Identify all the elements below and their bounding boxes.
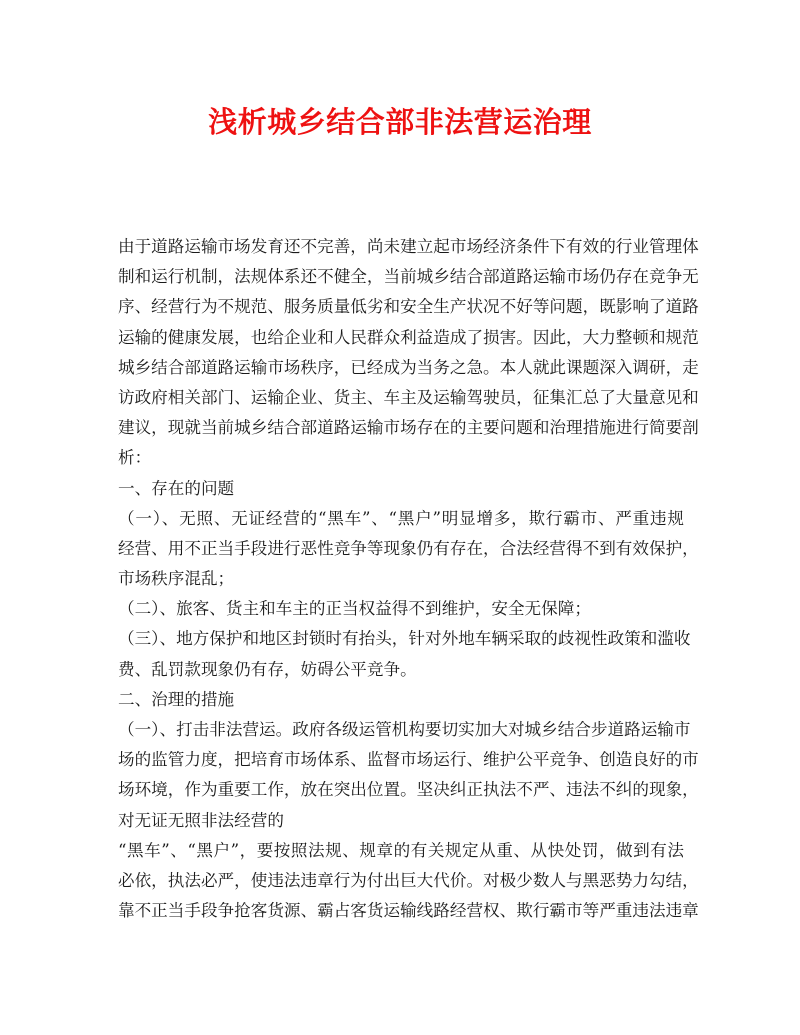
body-line: 费、乱罚款现象仍有存，妨碍公平竞争。 [118, 659, 417, 679]
body-line: （一）、打击非法营运。政府各级运管机构要切实加大对城乡结合步道路运输市 [118, 720, 691, 739]
body-line: 运输的健康发展，也给企业和人民群众利益造成了损害。因此，大力整顿和规范 [118, 327, 699, 347]
body-line: 制和运行机制，法规体系还不健全，当前城乡结合部道路运输市场仍存在竞争无 [118, 267, 699, 287]
body-line: 序、经营行为不规范、服务质量低劣和安全生产状况不好等问题，既影响了道路 [118, 297, 699, 317]
body-line: 二、治理的措施 [118, 689, 235, 709]
body-line: （一）、无照、无证经营的“黑车”、“黑户”明显增多，欺行霸市、严重违规 [118, 508, 684, 528]
body-line: 必依，执法必严，使违法违章行为付出巨大代价。对极少数人与黑恶势力勾结， [118, 870, 699, 890]
body-line: 城乡结合部道路运输市场秩序，已经成为当务之急。本人就此课题深入调研，走 [118, 357, 699, 377]
body-line: 场的监管力度，把培育市场体系、监督市场运行、维护公平竞争、创造良好的市 [118, 750, 699, 770]
body-line: 析： [118, 448, 152, 468]
document-body [118, 232, 699, 926]
body-line: 对无证无照非法经营的 [118, 810, 284, 830]
body-line: 访政府相关部门、运输企业、货主、车主及运输驾驶员，征集汇总了大量意见和 [118, 387, 699, 407]
body-line: 由于道路运输市场发育还不完善，尚未建立起市场经济条件下有效的行业管理体 [118, 237, 699, 256]
body-line: （三）、地方保护和地区封锁时有抬头，针对外地车辆采取的歧视性政策和滥收 [118, 629, 691, 649]
body-line: 建议，现就当前城乡结合部道路运输市场存在的主要问题和治理措施进行简要剖 [118, 418, 699, 438]
body-line: 一、存在的问题 [118, 478, 235, 498]
body-line: （二）、旅客、货主和车主的正当权益得不到维护，安全无保障； [118, 599, 591, 619]
body-line: “黑车”、“黑户”，要按照法规、规章的有关规定从重、从快处罚，做到有法 [118, 840, 684, 860]
document-title: 浅析城乡结合部非法营运治理 [208, 105, 592, 139]
body-line: 场环境，作为重要工作，放在突出位置。坚决纠正执法不严、违法不纠的现象， [118, 780, 699, 800]
body-line: 靠不正当手段争抢客货源、霸占客货运输线路经营权、欺行霸市等严重违法违章 [118, 901, 699, 921]
body-line: 经营、用不正当手段进行恶性竞争等现象仍有存在，合法经营得不到有效保护， [118, 538, 699, 558]
body-line: 市场秩序混乱； [118, 569, 235, 589]
